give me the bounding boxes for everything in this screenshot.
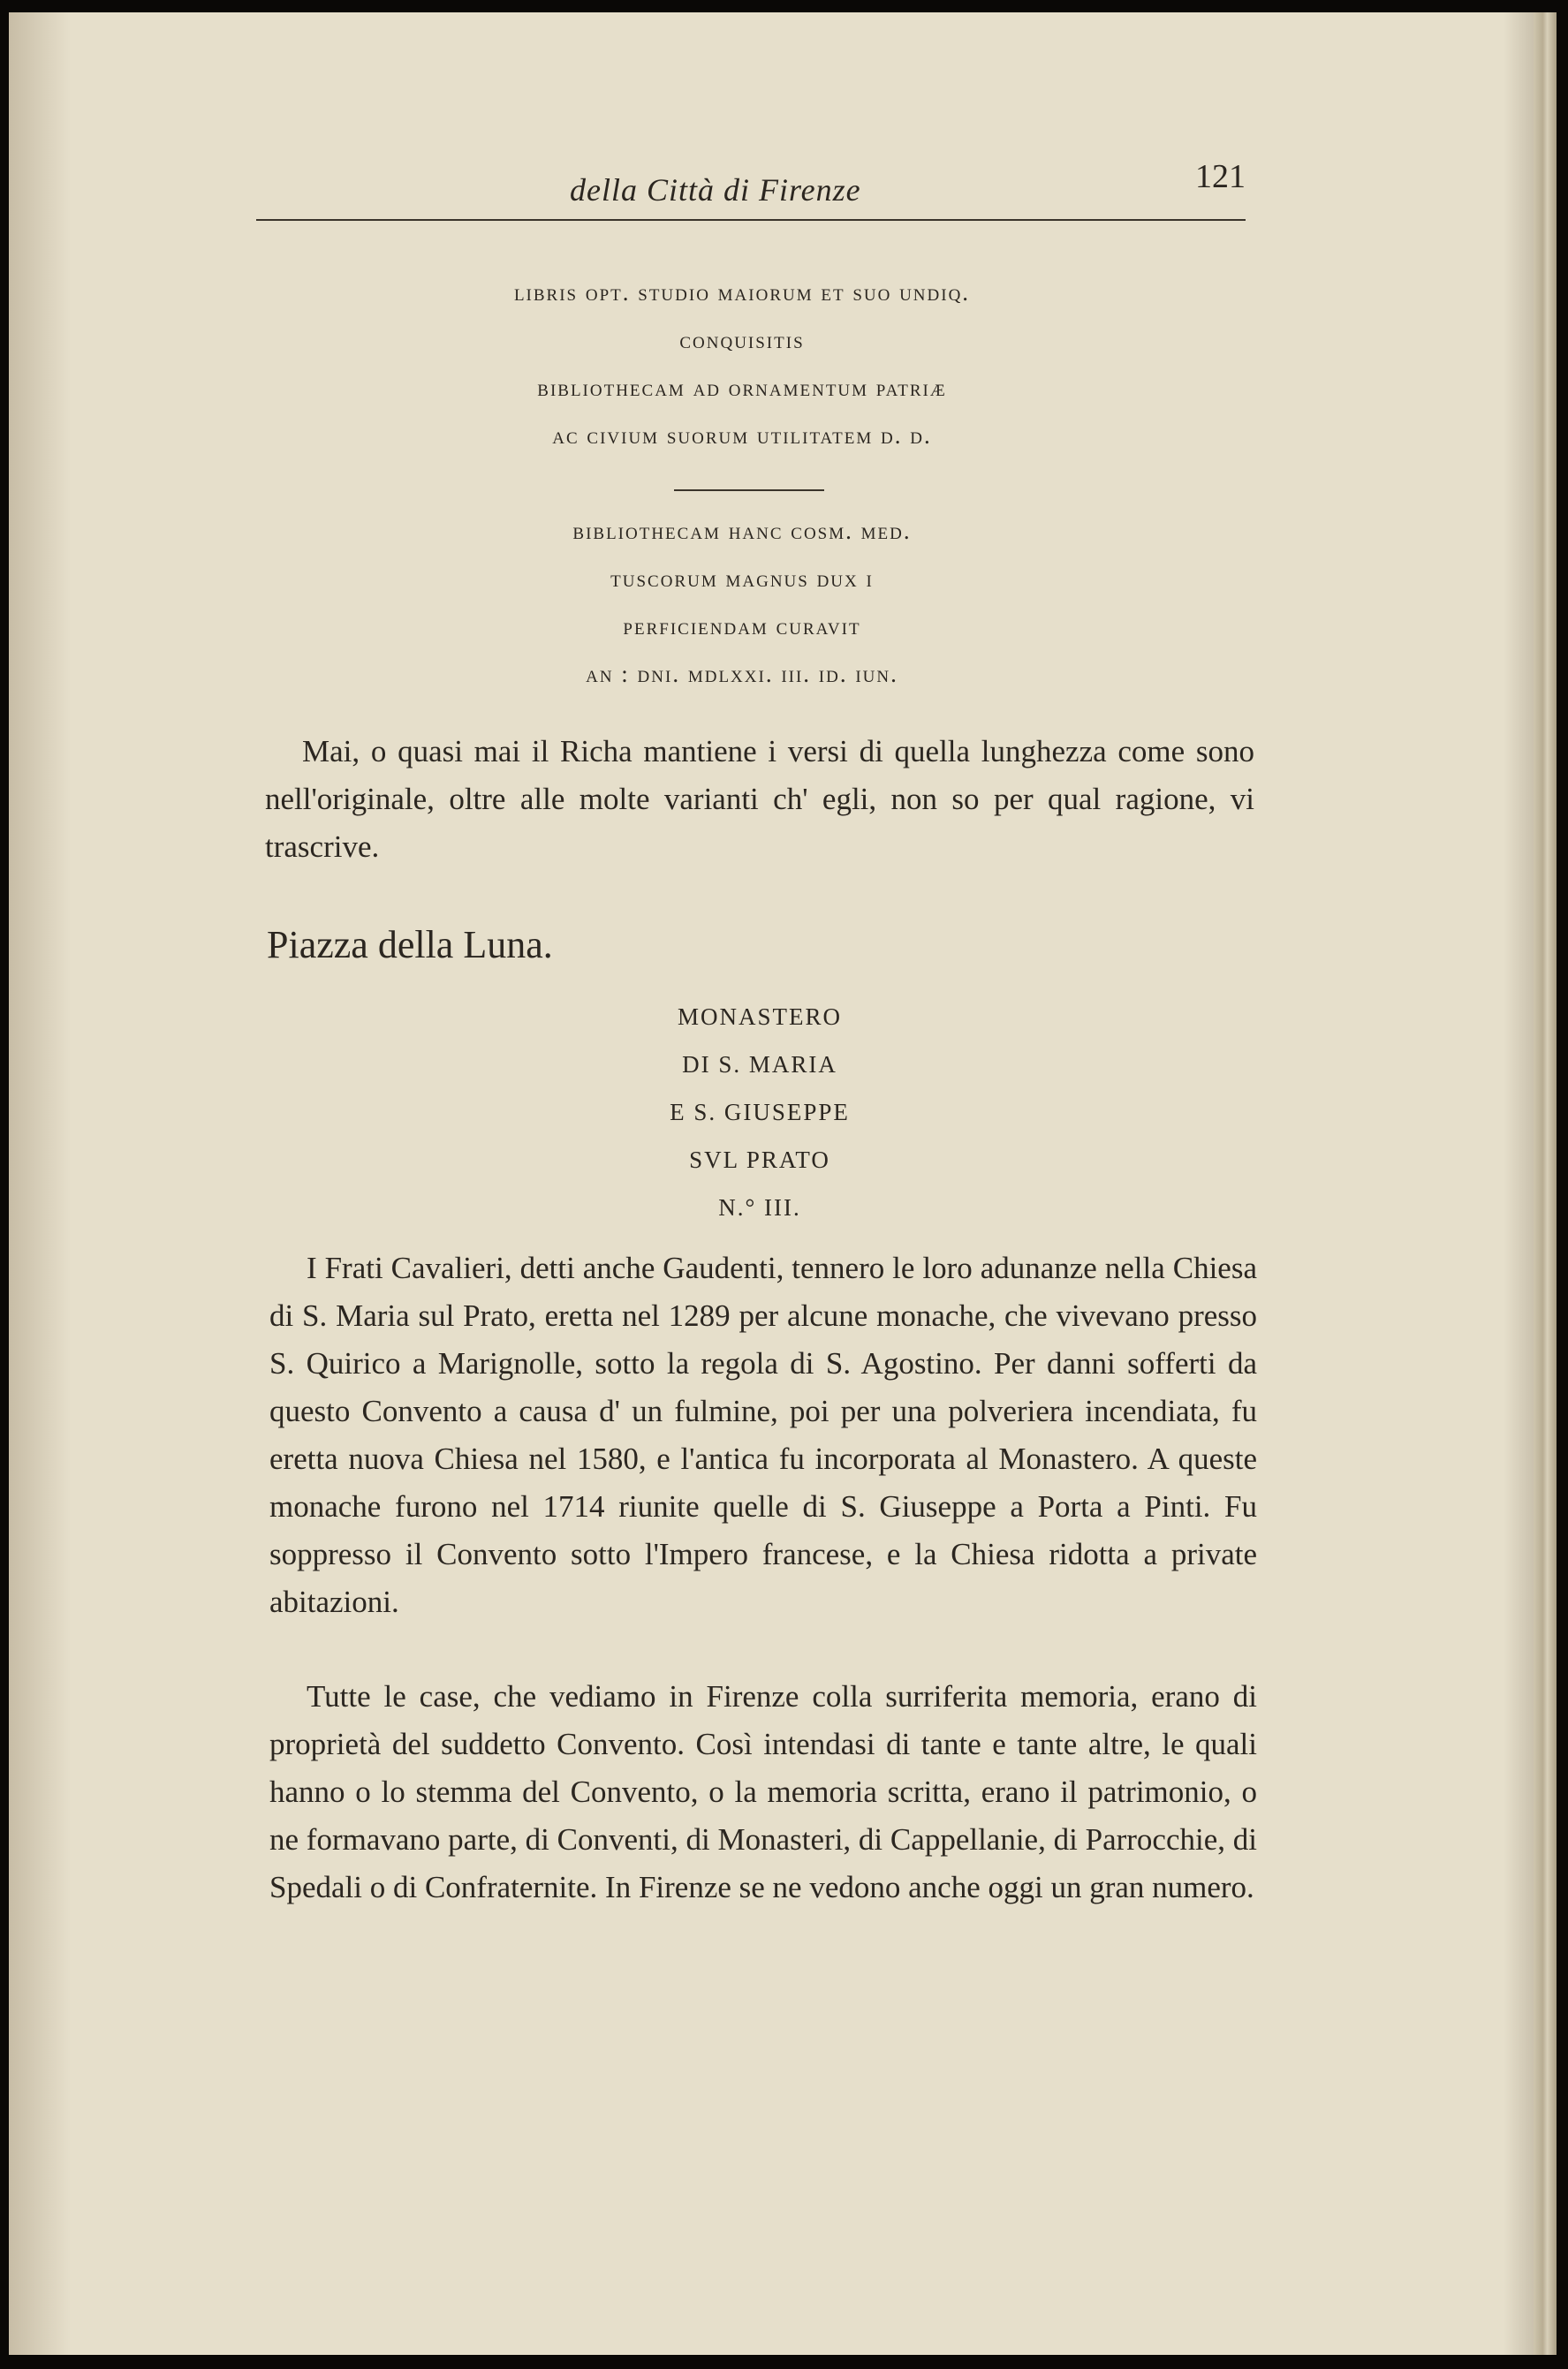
inscription-line: bibliothecam ad ornamentum patriæ [537,375,947,401]
inscription-line: conquisitis [679,327,805,353]
book-page [9,12,1557,2355]
inscription-line: perficiendam curavit [623,613,861,640]
paragraph-tutte: Tutte le case, che vediamo in Firenze colla surriferita memoria, erano di proprietà del suddetto Convento. Così intendasi di tante e tante altre, le quali hanno o lo stemma del Convento, o la memoria scritta, erano il patrimonio, o ne formavano parte, di Conventi, di Monasteri, di Cappellanie, di Parrocchie, di Spedali o di Confraternite. In Firenze se ne vedono anche oggi un gran numero. [269,1679,1257,1904]
inscription-line: libris opt. studio maiorum et suo undiq. [513,279,971,306]
monastery-line: N.° III. [718,1194,801,1221]
header-rule [256,219,1246,221]
monastery-line: E S. GIUSEPPE [670,1099,850,1125]
running-title: della Città di Firenze [570,172,861,208]
page-edge [1534,12,1557,2355]
inscription-cosimo [345,507,1140,698]
paragraph-mai: Mai, o quasi mai il Richa mantiene i versi di quella lunghezza come sono nell'originale, oltre alle molte varianti ch' egli, non so per qual ragione, vi trascrive. [265,734,1254,864]
monastery-line: DI S. MARIA [682,1051,837,1078]
inscription-library [345,269,1140,459]
divider-rule [674,489,824,491]
page-header [256,158,1246,224]
inscription-line: tuscorum magnus dux i [610,565,874,592]
section-title: Piazza della Luna. [267,923,553,966]
monastery-line: SVL PRATO [689,1147,830,1173]
monastery-line: MONASTERO [677,1003,842,1030]
page-number: 121 [1195,158,1246,195]
inscription-line: ac civium suorum utilitatem d. d. [552,422,932,449]
inscription-line: bibliothecam hanc cosm. med. [572,518,912,544]
monastery-inscription [583,993,936,1231]
inscription-line: an : dni. mdlxxi. iii. id. iun. [586,661,898,687]
paragraph-frati: I Frati Cavalieri, detti anche Gaudenti, tennero le loro adunanze nella Chiesa di S. Maria sul Prato, eretta nel 1289 per alcune monache, che vivevano presso S. Quirico a Marignolle, sotto la regola di S. Agostino. Per danni sofferti da questo Convento a causa d' un fulmine, poi per una polveriera incendiata, fu eretta nuova Chiesa nel 1580, e l'antica fu incorporata al Monastero. A queste monache furono nel 1714 riunite quelle di S. Giuseppe a Porta a Pinti. Fu soppresso il Convento sotto l'Impero francese, e la Chiesa ridotta a private abitazioni. [269,1251,1257,1619]
